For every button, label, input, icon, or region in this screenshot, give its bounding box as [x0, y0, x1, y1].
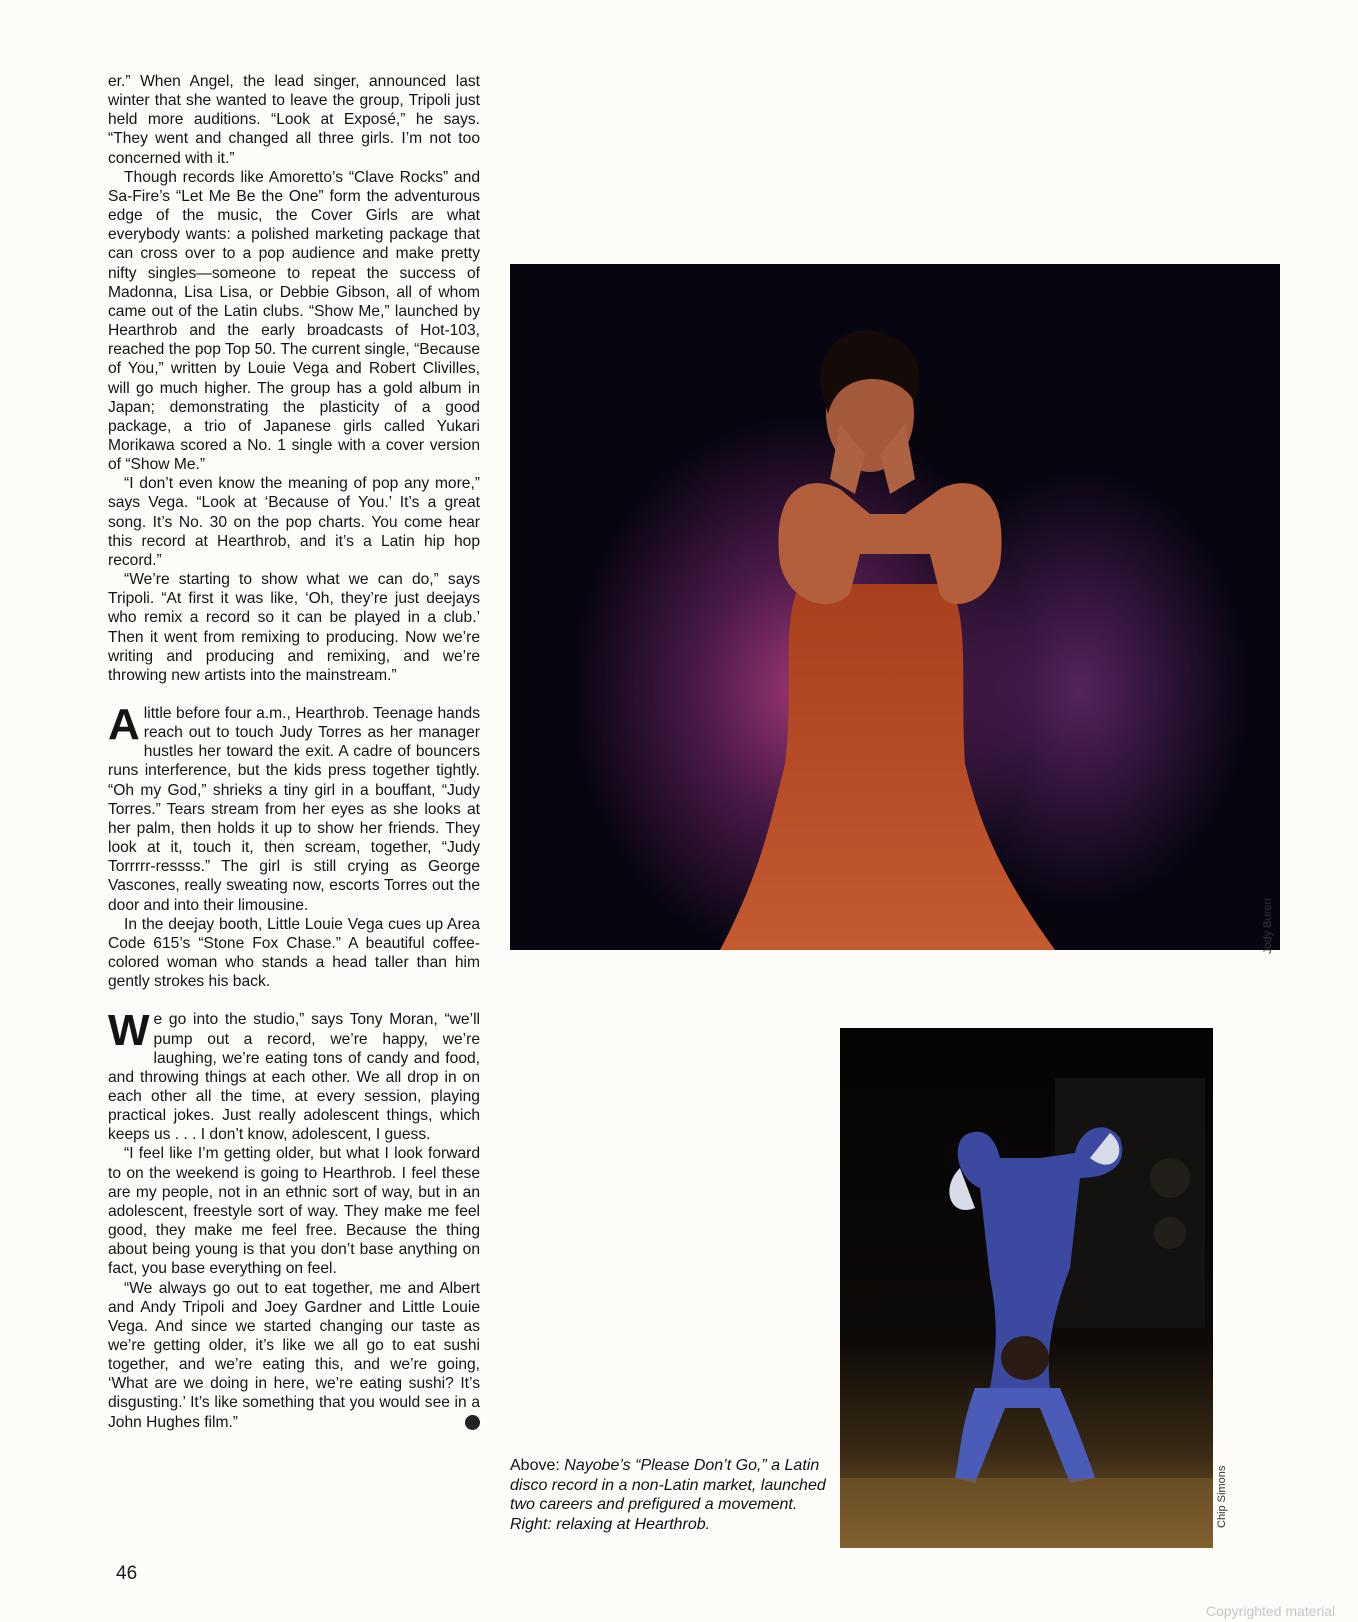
article-paragraph: “We’re starting to show what we can do,” says Tripoli. “At first it was like, ‘Oh, they’re just deejays who remix a record so it can be played in a club.’ Then it went from remixing to producing. Now we’re writing and producing and remixing, and we’re throwing new artists into the mainstream.”: [108, 571, 480, 684]
photo-credit: Jody Buren: [1262, 898, 1274, 954]
article-paragraph-section: [108, 1006, 480, 1144]
photo-credit: Chip Simons: [1216, 1465, 1228, 1528]
article-paragraph-text: little before four a.m., Hearthrob. Teenage hands reach out to touch Judy Torres as her manager hustles her toward the exit. A cadre of bouncers runs interference, but the kids press together tightly. “Oh my God,” shrieks a tiny girl in a bouffant, “Judy Torres.” Tears stream from her eyes as she looks at her palm, then holds it up to show her friends. They look at it, touch it, then scream, together, “Judy Torrrrr-ressss.” The girl is still crying as George Vascones, really sweating now, escorts Torres out the door and into their limousine.: [108, 705, 480, 914]
singer-figure-icon: [510, 264, 1280, 950]
dancer-figure-icon: [840, 1028, 1213, 1548]
article-paragraph: Though records like Amoretto’s “Clave Rocks” and Sa-Fire’s “Let Me Be the One” form the adventurous edge of the music, the Cover Girls are what everybody wants: a polished marketing package that can cross over to a pop audience and make pretty nifty singles—someone to repeat the success of Madonna, Lisa Lisa, or Debbie Gibson, all of whom came out of the Latin clubs. “Show Me,” launched by Hearthrob and the early broadcasts of Hot-103, reached the pop Top 50. The current single, “Because of You,” written by Louie Vega and Robert Clivilles, will go much higher. The group has a gold album in Japan; demonstrating the plasticity of a good package, a trio of Japanese girls called Yukari Morikawa scored a No. 1 single with a cover version of “Show Me.”: [108, 168, 480, 474]
copyright-watermark: Copyrighted material: [1206, 1603, 1336, 1619]
article-paragraph-section: [108, 700, 480, 915]
article-paragraph-text: “We always go out to eat together, me and Albert and Andy Tripoli and Joey Gardner and Little Louie Vega. And since we started changing our taste as we’re getting older, it’s like we all go to eat sushi together, and we’re eating this, and we’re going, ‘What are we doing in here, we’re eating sushi? It’s disgusting.’ It’s like something that you would see in a John Hughes film.”: [108, 1279, 480, 1431]
photo-caption: [510, 1456, 832, 1534]
caption-body: Nayobe’s “Please Don’t Go,” a Latin disco record in a non-Latin market, launched two careers and prefigured a movement. Right: relaxing at Hearthrob.: [510, 1457, 826, 1533]
page-number: 46: [116, 1563, 138, 1584]
caption-lead: Above:: [510, 1457, 565, 1474]
article-paragraph-text: e go into the studio,” says Tony Moran, “we’ll pump out a record, we’re happy, we’re laughing, we’re eating tons of candy and food, and throwing things at each other. We all drop in on each other all the time, at every session, playing practical jokes. Just really adolescent things, which keeps us . . . I don’t know, adolescent, I guess.: [108, 1011, 480, 1144]
article-paragraph: “I feel like I’m getting older, but what I look forward to on the weekend is going to Hearthrob. I feel these are my people, not in an ethnic sort of way, but in an adolescent, freestyle sort of way. They make me feel good, they make me feel free. Because the thing about being young is that you don’t base anything on fact, you base everything on feel.: [108, 1145, 480, 1278]
dancer-photo: [840, 1028, 1228, 1548]
drop-cap: A: [108, 700, 140, 749]
article-column: [108, 72, 489, 1432]
article-paragraph: “I don’t even know the meaning of pop any more,” says Vega. “Look at ‘Because of You.’ It’s a great song. It’s No. 30 on the pop charts. You come hear this record at Hearthrob, and it’s a Latin hip hop record.”: [108, 475, 480, 569]
article-paragraph: In the deejay booth, Little Louie Vega cues up Area Code 615’s “Stone Fox Chase.” A beautiful coffee-colored woman who stands a head taller than him gently strokes his back.: [108, 915, 480, 991]
drop-cap: W: [108, 1006, 150, 1056]
singer-photo: [510, 264, 1280, 954]
article-paragraph: [108, 1279, 489, 1432]
end-of-article-icon: ✦: [465, 1415, 480, 1430]
article-paragraph: er.” When Angel, the lead singer, announced last winter that she wanted to leave the group, Tripoli just held more auditions. “Look at Exposé,” he says. “They went and changed all three girls. I’m not too concerned with it.”: [108, 73, 480, 167]
